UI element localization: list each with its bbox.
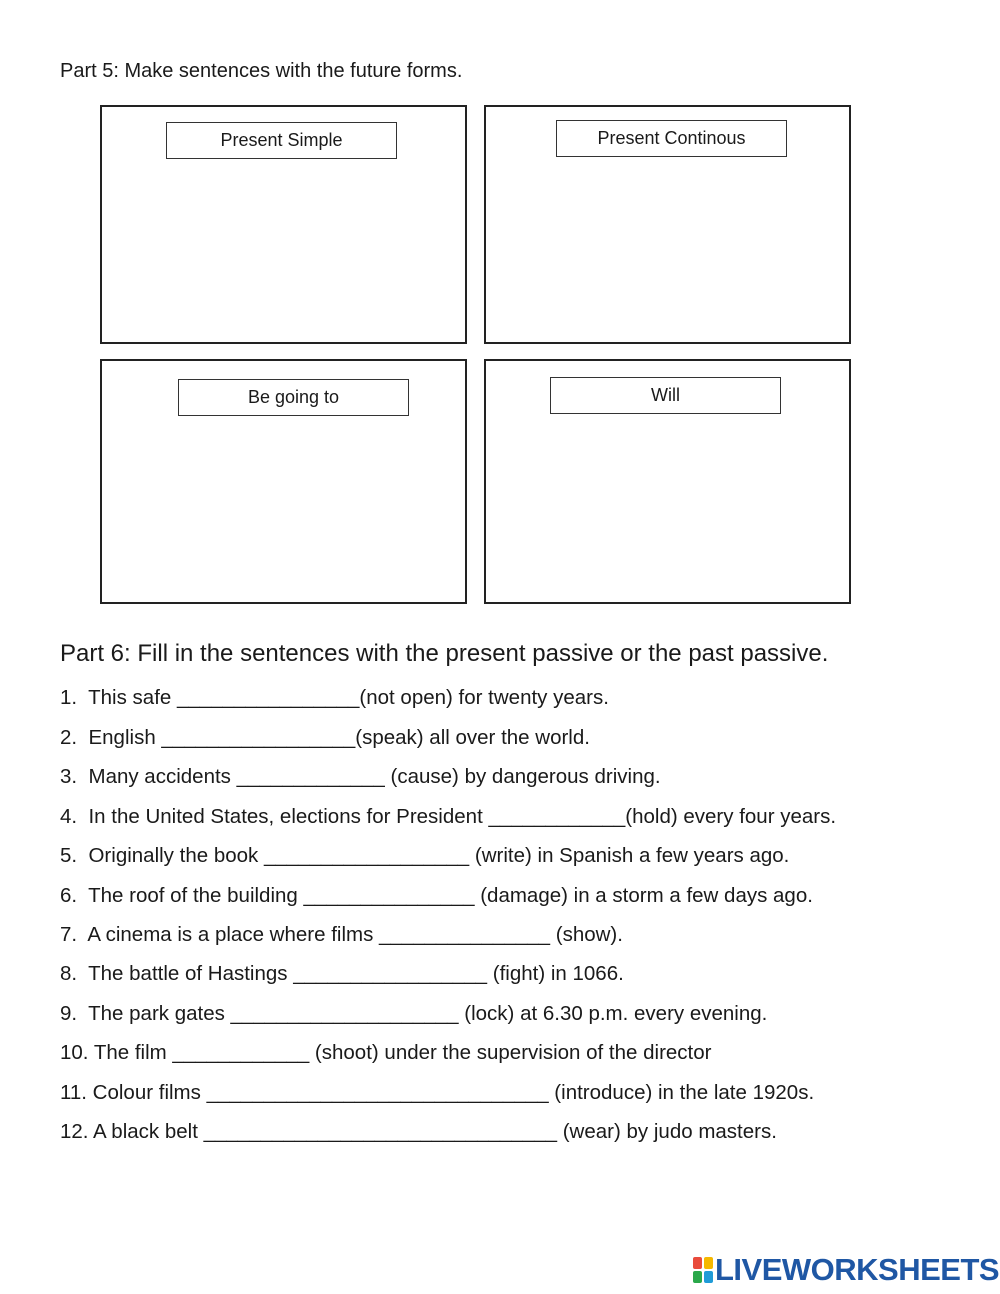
sentence-12[interactable]: 12. A black belt _______________________________ (wear) by judo masters. [60,1120,777,1143]
sentence-4[interactable]: 4. In the United States, elections for President ____________(hold) every four years. [60,805,837,828]
label-will: Will [550,377,781,414]
sentence-5[interactable]: 5. Originally the book __________________ (write) in Spanish a few years ago. [60,844,790,867]
sentence-1[interactable]: 1. This safe ________________(not open) for twenty years. [60,686,609,709]
liveworksheets-logo-icon [693,1257,713,1283]
liveworksheets-logo [693,1252,1000,1287]
sentence-9[interactable]: 9. The park gates ____________________ (lock) at 6.30 p.m. every evening. [60,1002,768,1025]
sentence-6[interactable]: 6. The roof of the building _______________ (damage) in a storm a few days ago. [60,884,813,907]
label-present-continous: Present Continous [556,120,787,157]
part6-title: Part 6: Fill in the sentences with the present passive or the past passive. [60,640,829,667]
part5-title: Part 5: Make sentences with the future forms. [60,60,463,82]
sentence-7[interactable]: 7. A cinema is a place where films _______________ (show). [60,923,623,946]
logo-text: LIVEWORKSHEETS [715,1252,1000,1287]
sentence-2[interactable]: 2. English _________________(speak) all over the world. [60,726,590,749]
sentence-10[interactable]: 10. The film ____________ (shoot) under the supervision of the director [60,1041,712,1064]
sentence-8[interactable]: 8. The battle of Hastings _________________ (fight) in 1066. [60,962,624,985]
sentence-3[interactable]: 3. Many accidents _____________ (cause) by dangerous driving. [60,765,661,788]
label-be-going-to: Be going to [178,379,409,416]
label-present-simple: Present Simple [166,122,397,159]
sentence-11[interactable]: 11. Colour films ______________________________ (introduce) in the late 1920s. [60,1081,815,1104]
